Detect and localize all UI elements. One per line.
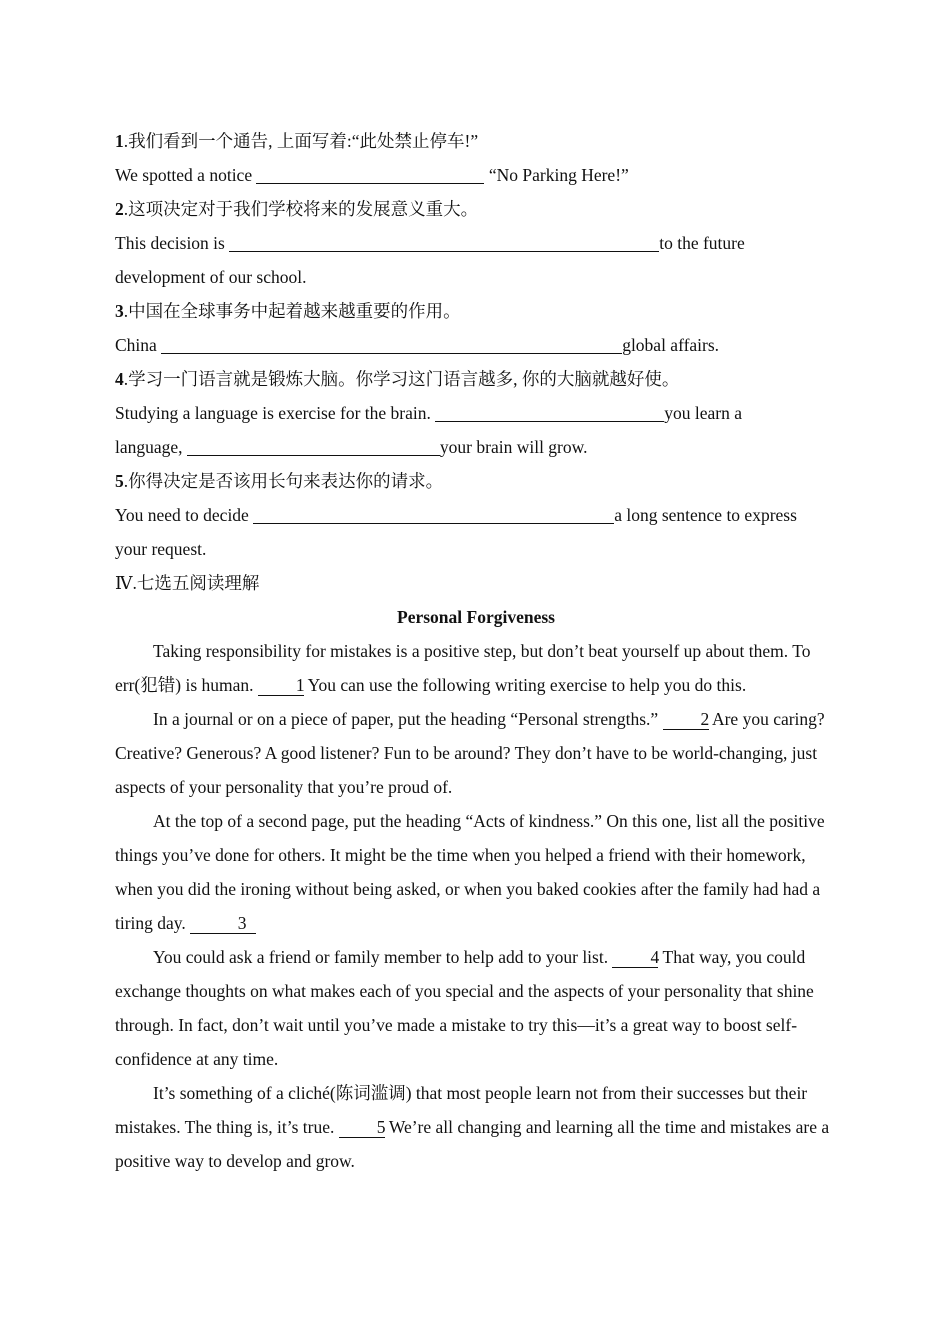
question-number: 3 bbox=[115, 301, 124, 321]
passage-paragraph-2 bbox=[115, 702, 837, 804]
english-text: This decision is bbox=[115, 233, 230, 253]
paragraph-text: It’s something of a cliché(陈词滥调) that most people learn not from their successes but their mistakes. The thing is, it’s true. bbox=[115, 1083, 808, 1137]
question-1-english bbox=[115, 158, 837, 192]
paragraph-text: You can use the following writing exercise to help you do this. bbox=[303, 675, 747, 695]
gap-4[interactable]: 4 bbox=[612, 948, 658, 968]
paragraph-text: Taking responsibility for mistakes is a positive step, but don’t beat yourself up about them. To err(犯错) is human. bbox=[115, 641, 811, 695]
question-3-english bbox=[115, 328, 837, 362]
answer-blank-3[interactable] bbox=[161, 334, 622, 354]
gap-3[interactable]: 3 bbox=[190, 914, 256, 934]
question-3-chinese bbox=[115, 294, 837, 328]
english-text: Studying a language is exercise for the brain. bbox=[115, 403, 436, 423]
answer-blank-4a[interactable] bbox=[435, 402, 664, 422]
question-1-chinese bbox=[115, 124, 837, 158]
english-text: you learn a bbox=[664, 403, 742, 423]
answer-blank-1[interactable] bbox=[256, 164, 484, 184]
paragraph-text: That way, you could exchange thoughts on what makes each of you special and the aspects of your personality that shine through. In fact, don’t wait until you’ve made a mistake to try this—it’s a great way to boost self-confidence at any time. bbox=[115, 947, 814, 1069]
worksheet-page bbox=[115, 124, 837, 1178]
gap-1[interactable]: 1 bbox=[258, 676, 304, 696]
answer-blank-5[interactable] bbox=[253, 504, 614, 524]
question-2-english-cont: development of our school. bbox=[115, 267, 307, 287]
question-4-chinese bbox=[115, 362, 837, 396]
answer-blank-4b[interactable] bbox=[187, 436, 440, 456]
chinese-sentence: .中国在全球事务中起着越来越重要的作用。 bbox=[123, 301, 461, 321]
paragraph-text: In a journal or on a piece of paper, put the heading “Personal strengths.” bbox=[153, 709, 663, 729]
passage-paragraph-5 bbox=[115, 1076, 837, 1178]
chinese-sentence: .你得决定是否该用长句来表达你的请求。 bbox=[123, 471, 444, 491]
english-text: global affairs. bbox=[622, 335, 720, 355]
gap-2[interactable]: 2 bbox=[663, 710, 709, 730]
english-text: language, bbox=[115, 437, 187, 457]
question-2-english bbox=[115, 226, 837, 260]
english-text: your brain will grow. bbox=[439, 437, 588, 457]
chinese-sentence: .我们看到一个通告, 上面写着:“此处禁止停车!” bbox=[123, 131, 479, 151]
question-4-english-cont bbox=[115, 430, 837, 464]
passage-paragraph-1 bbox=[115, 634, 837, 702]
english-text: a long sentence to express bbox=[614, 505, 797, 525]
chinese-sentence: .学习一门语言就是锻炼大脑。你学习这门语言越多, 你的大脑就越好使。 bbox=[123, 369, 680, 389]
english-text: You need to decide bbox=[115, 505, 254, 525]
english-text: We spotted a notice bbox=[115, 165, 257, 185]
english-text: to the future bbox=[659, 233, 745, 253]
chinese-sentence: .这项决定对于我们学校将来的发展意义重大。 bbox=[123, 199, 479, 219]
question-2-chinese bbox=[115, 192, 837, 226]
paragraph-text: You could ask a friend or family member to help add to your list. bbox=[153, 947, 613, 967]
question-number: 5 bbox=[115, 471, 124, 491]
question-number: 4 bbox=[115, 369, 124, 389]
passage-title: Personal Forgiveness bbox=[397, 607, 555, 627]
passage-paragraph-4 bbox=[115, 940, 837, 1076]
paragraph-text: Are you caring? Creative? Generous? A good listener? Fun to be around? They don’t have to be world-changing, just aspects of your personality that you’re proud of. bbox=[115, 709, 825, 797]
question-5-english-cont: your request. bbox=[115, 539, 207, 559]
english-text: “No Parking Here!” bbox=[484, 165, 629, 185]
passage-paragraph-3 bbox=[115, 804, 837, 940]
question-5-chinese bbox=[115, 464, 837, 498]
question-number: 1 bbox=[115, 131, 124, 151]
question-number: 2 bbox=[115, 199, 124, 219]
question-5-english bbox=[115, 498, 837, 532]
english-text: China bbox=[115, 335, 162, 355]
answer-blank-2[interactable] bbox=[229, 232, 659, 252]
question-4-english bbox=[115, 396, 837, 430]
gap-5[interactable]: 5 bbox=[339, 1118, 385, 1138]
section-heading: Ⅳ.七选五阅读理解 bbox=[115, 573, 260, 593]
paragraph-text: At the top of a second page, put the heading “Acts of kindness.” On this one, list all the positive things you’ve done for others. It might be the time when you helped a friend with their homework, when you did the ironing without being asked, or when you baked cookies after the family had had a tiring day. bbox=[115, 811, 825, 933]
paragraph-text: We’re all changing and learning all the time and mistakes are a positive way to develop and grow. bbox=[115, 1117, 830, 1171]
